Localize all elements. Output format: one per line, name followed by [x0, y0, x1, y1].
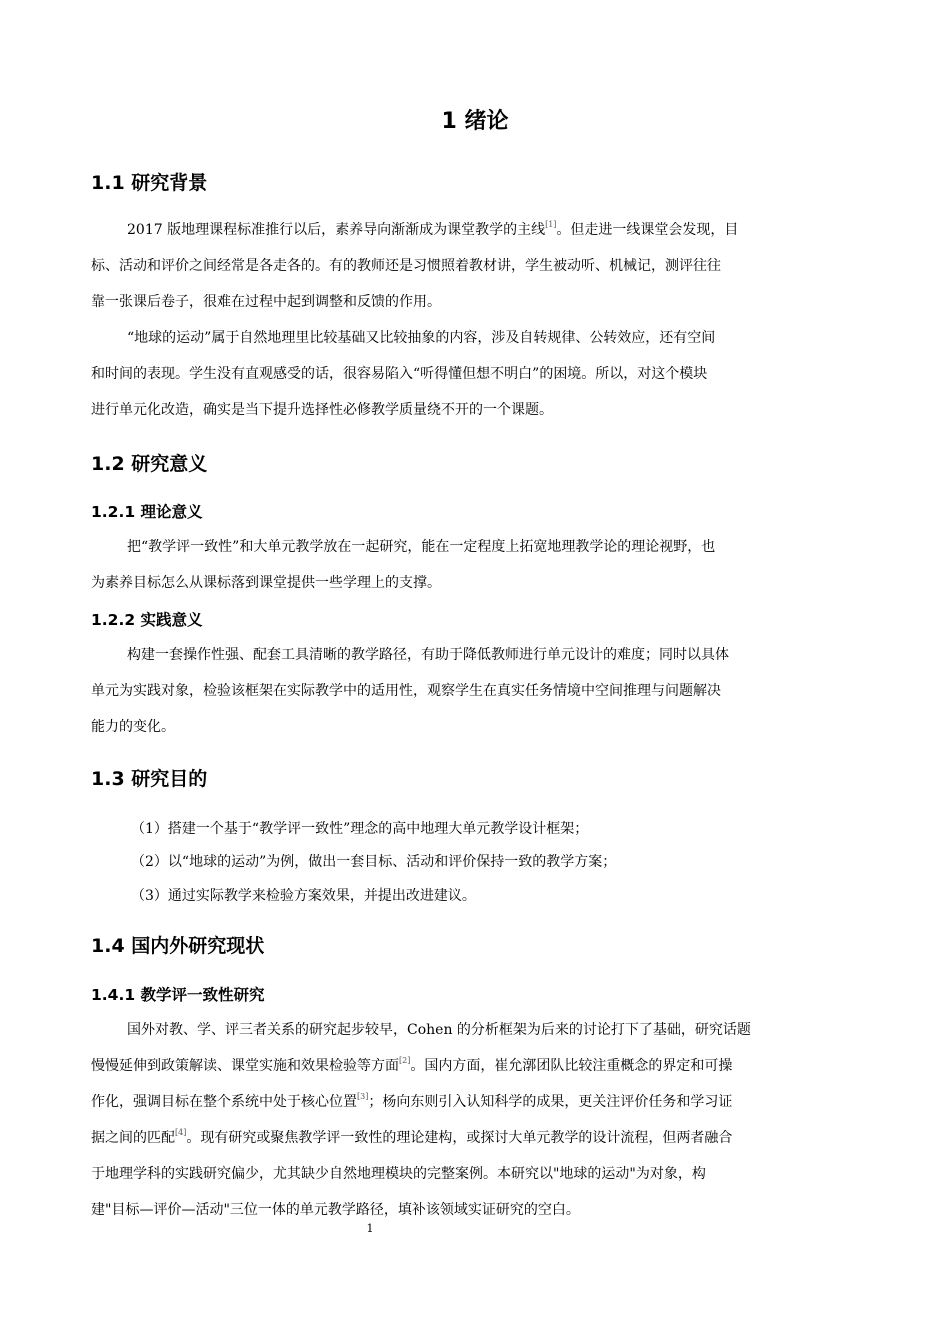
- citation-ref[interactable]: [1]: [545, 220, 557, 229]
- subsection-heading-1-2-1: 1.2.1 理论意义: [91, 503, 203, 521]
- text-line: 2017 版地理课程标准推行以后，素养导向渐渐成为课堂教学的主线[1]。但走进一线课堂会发现，目: [127, 220, 739, 238]
- subsection-heading-1-2-2: 1.2.2 实践意义: [91, 611, 203, 629]
- citation-ref[interactable]: [2]: [399, 1056, 411, 1065]
- text-line: 慢慢延伸到政策解读、课堂实施和效果检验等方面[2]。国内方面，崔允漷团队比较注重概念的界定和可操: [91, 1056, 733, 1074]
- text-line: 建"目标—评价—活动"三位一体的单元教学路径，填补该领域实证研究的空白。: [91, 1202, 580, 1218]
- text-line: 单元为实践对象，检验该框架在实际教学中的适用性，观察学生在真实任务情境中空间推理与问题解决: [91, 683, 721, 699]
- text-line: 标、活动和评价之间经常是各走各的。有的教师还是习惯照着教材讲，学生被动听、机械记，测评往往: [91, 258, 721, 274]
- subsection-heading-1-4-1: 1.4.1 教学评一致性研究: [91, 986, 265, 1004]
- text-line: 作化，强调目标在整个系统中处于核心位置[3]；杨向东则引入认知科学的成果，更关注评价任务和学习证: [91, 1092, 733, 1110]
- page-number: 1: [366, 1222, 374, 1235]
- section-heading-1-3: 1.3 研究目的: [91, 768, 208, 790]
- text-line: 靠一张课后卷子，很难在过程中起到调整和反馈的作用。: [91, 294, 441, 310]
- paragraph-literature-review: [91, 1012, 853, 1228]
- paragraph-theory-significance: [91, 529, 853, 601]
- section-heading-1-4: 1.4 国内外研究现状: [91, 935, 265, 957]
- section-heading-1-2: 1.2 研究意义: [91, 453, 208, 475]
- citation-ref[interactable]: [3]: [357, 1092, 369, 1101]
- text-line: 构建一套操作性强、配套工具清晰的教学路径，有助于降低教师进行单元设计的难度；同时以具体: [127, 647, 729, 663]
- citation-ref[interactable]: [4]: [175, 1128, 187, 1137]
- text-line: 能力的变化。: [91, 719, 175, 735]
- paragraph-background-1: [91, 212, 853, 320]
- text-line: 国外对教、学、评三者关系的研究起步较早，Cohen 的分析框架为后来的讨论打下了基础，研究话题: [127, 1022, 751, 1038]
- text-line: “地球的运动”属于自然地理里比较基础又比较抽象的内容，涉及自转规律、公转效应，还有空间: [127, 330, 716, 346]
- text-line: 进行单元化改造，确实是当下提升选择性必修教学质量绕不开的一个课题。: [91, 402, 553, 418]
- paragraph-background-2: [91, 320, 853, 428]
- paragraph-practice-significance: [91, 637, 853, 745]
- chapter-title: 1 绪论: [441, 109, 509, 134]
- text-line: 据之间的匹配[4]。现有研究或聚焦教学评一致性的理论建构，或探讨大单元教学的设计流程，但两者融合: [91, 1128, 733, 1146]
- section-heading-1-1: 1.1 研究背景: [91, 172, 208, 194]
- text-line: 为素养目标怎么从课标落到课堂提供一些学理上的支撑。: [91, 575, 441, 591]
- text-line: 于地理学科的实践研究偏少，尤其缺少自然地理模块的完整案例。本研究以"地球的运动"为对象，构: [91, 1166, 706, 1182]
- text-line: 和时间的表现。学生没有直观感受的话，很容易陷入“听得懂但想不明白”的困境。所以，对这个模块: [91, 366, 708, 382]
- list-item: （2）以“地球的运动”为例，做出一套目标、活动和评价保持一致的教学方案；: [131, 854, 617, 870]
- list-item: （1）搭建一个基于“教学评一致性”理念的高中地理大单元教学设计框架；: [131, 821, 589, 837]
- text-line: 把“教学评一致性”和大单元教学放在一起研究，能在一定程度上拓宽地理教学论的理论视野，也: [127, 539, 716, 555]
- list-item: （3）通过实际教学来检验方案效果，并提出改进建议。: [131, 888, 476, 904]
